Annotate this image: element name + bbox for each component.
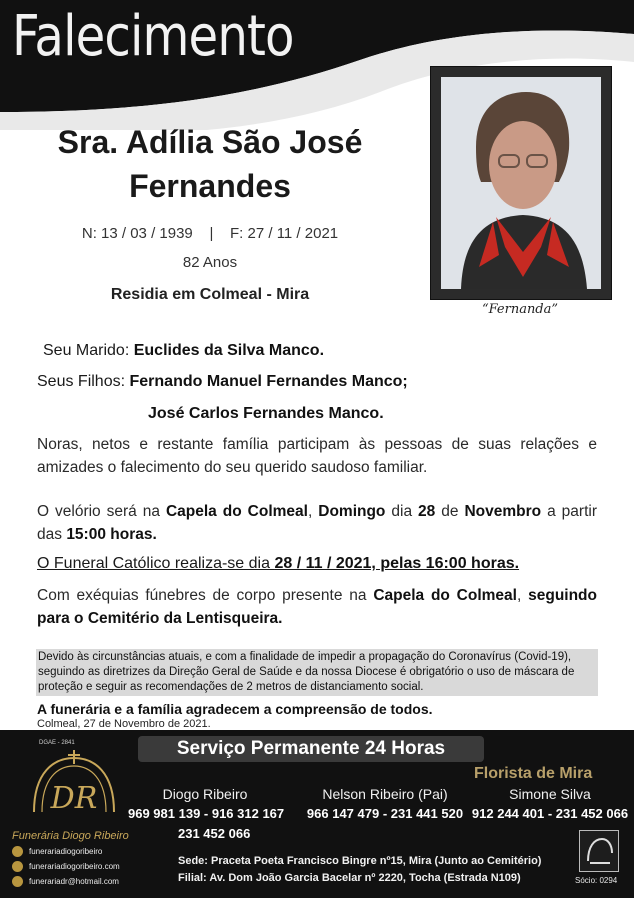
age: 82 Anos <box>182 254 238 271</box>
email-icon <box>12 876 23 887</box>
website-link[interactable] <box>12 861 120 872</box>
website-text: funerariadiogoribeiro.com <box>29 862 120 871</box>
wake-text-from: a partir das <box>37 503 597 543</box>
child-name-2: José Carlos Fernandes Manco. <box>148 405 384 422</box>
funeral-line <box>37 555 519 573</box>
burial-text: Com exéquias fúnebres de corpo presente na <box>37 587 367 604</box>
contact-phone-1b: 231 452 066 <box>178 826 251 841</box>
burial-separator: , <box>516 587 522 604</box>
address-sede: Sede: Praceta Poeta Francisco Bingre nº15, Mira (Junto ao Cemitério) <box>178 855 542 867</box>
child-line-2 <box>148 405 384 423</box>
thanks-message: A funerária e a família agradecem a compreensão de todos. <box>37 701 433 717</box>
florist-label: Florista de Mira <box>474 765 593 782</box>
spouse-label: Seu Marido: <box>43 342 130 359</box>
contact-name-2: Nelson Ribeiro (Pai) <box>322 786 448 802</box>
facebook-icon <box>12 846 23 857</box>
page-title: Falecimento <box>12 4 294 69</box>
contact-name-1: Diogo Ribeiro <box>162 786 248 802</box>
wake-month: Novembro <box>464 503 542 520</box>
birth-death-dates: N: 13 / 03 / 1939 | F: 27 / 11 / 2021 <box>81 225 339 242</box>
children-label: Seus Filhos: <box>37 373 126 390</box>
brand-name: Funerária Diogo Ribeiro <box>12 830 129 842</box>
facebook-link[interactable] <box>12 846 102 857</box>
dgae-number: DGAE - 2841 <box>39 740 75 746</box>
association-logo <box>579 830 619 872</box>
burial-place: Capela do Colmeal <box>373 587 517 604</box>
funeral-text: O Funeral Católico realiza-se dia <box>37 555 270 572</box>
email-text: funerariadr@hotmail.com <box>29 877 119 886</box>
funeral-home-logo <box>14 748 134 832</box>
address-filial: Filial: Av. Dom João Garcia Bacelar nº 2220, Tocha (Estrada N109) <box>178 872 521 884</box>
contact-phone-2: 966 147 479 - 231 441 520 <box>306 806 464 821</box>
deceased-name-line1: Sra. Adília São José <box>57 124 363 160</box>
member-number: Sócio: 0294 <box>575 876 618 885</box>
wake-separator: , <box>307 503 313 520</box>
email-link[interactable] <box>12 876 119 887</box>
spouse-name: Euclides da Silva Manco. <box>133 342 325 359</box>
globe-icon <box>12 861 23 872</box>
wake-place: Capela do Colmeal <box>165 503 308 520</box>
deceased-name-line2: Fernandes <box>129 168 291 204</box>
family-message: Noras, netos e restante família participam às pessoas de suas relações e amizades o falecimento do seu querido saudoso familiar. <box>37 436 597 476</box>
children-line <box>37 373 408 391</box>
portrait-caption: “Fernanda” <box>481 302 559 317</box>
wake-time: 15:00 horas. <box>66 526 157 543</box>
funeral-when: 28 / 11 / 2021, pelas 16:00 horas. <box>274 555 520 572</box>
spouse-line <box>43 342 324 360</box>
contact-name-3: Simone Silva <box>509 786 591 802</box>
burial-destination: seguindo para o Cemitério da Lentisqueira. <box>37 587 597 627</box>
portrait-frame <box>430 66 612 300</box>
service-banner: Serviço Permanente 24 Horas <box>138 736 484 762</box>
wake-text-dia: dia <box>391 503 413 520</box>
wake-info <box>37 500 597 546</box>
wake-date: 28 <box>418 503 436 520</box>
burial-info <box>37 584 597 630</box>
child-name-1: Fernando Manuel Fernandes Manco; <box>129 373 408 390</box>
covid-notice: Devido às circunstâncias atuais, e com a finalidade de impedir a propagação do Coronavírus (Covid-19), seguindo as diretrizes da Direção Geral de Saúde e da nossa Diocese é obrigatório o uso de máscara de proteção e seguir as recomendações de 2 metros de distanciamento social. <box>36 649 598 696</box>
wake-text: O velório será na <box>37 503 160 520</box>
wake-text-de: de <box>441 503 459 520</box>
wake-day: Domingo <box>318 503 386 520</box>
portrait-photo <box>441 77 601 289</box>
residence: Residia em Colmeal - Mira <box>110 286 310 303</box>
facebook-text: funerariadiogoribeiro <box>29 847 103 856</box>
contact-phone-1a: 969 981 139 - 916 312 167 <box>128 806 285 821</box>
contact-phone-3: 912 244 401 - 231 452 066 <box>471 806 629 821</box>
logo-initials: DR <box>50 781 98 816</box>
dateline: Colmeal, 27 de Novembro de 2021. <box>37 718 211 730</box>
